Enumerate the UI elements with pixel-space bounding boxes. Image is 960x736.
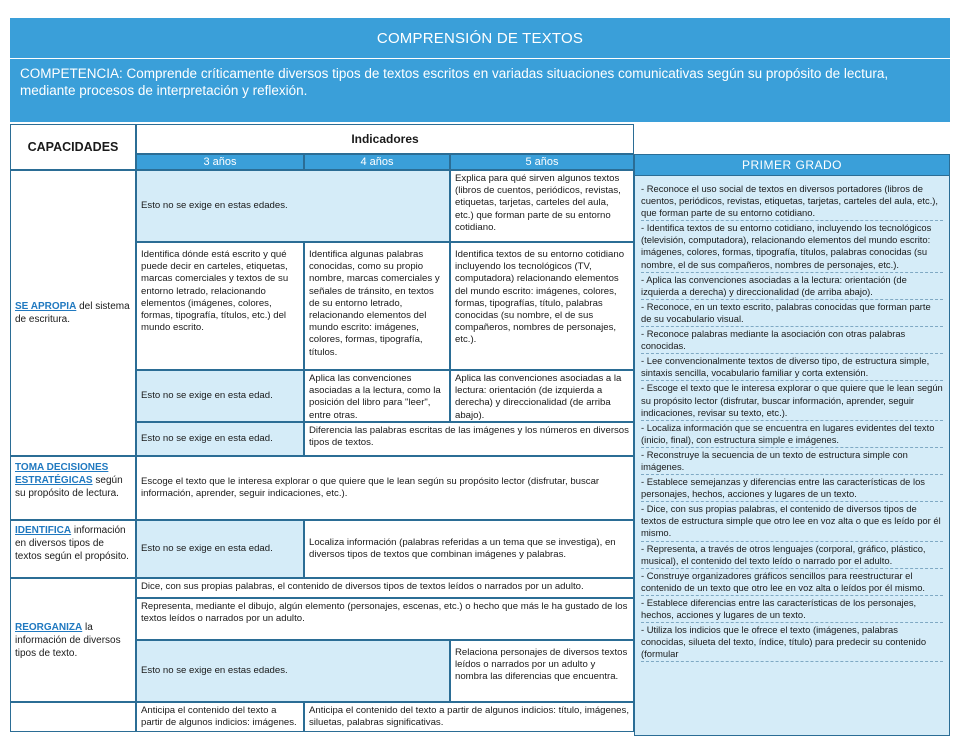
primer-grado-item: - Establece semejanzas y diferencias entre las características de los personajes, hechos, acciones y lugares de un texto.	[641, 475, 943, 502]
primer-grado-item: - Reconoce palabras mediante la asociación con otras palabras conocidas.	[641, 327, 943, 354]
indicator-cell: Esto no se exige en esta edad.	[136, 370, 304, 422]
indicator-cell: Escoge el texto que le interesa explorar o que quiere que le lean según su propósito lector (disfrutar, buscar información, aprender, seguir indicaciones, etc.).	[136, 456, 634, 520]
primer-grado-item: - Lee convencionalmente textos de diverso tipo, de estructura simple, sintaxis sencilla, vocabulario familiar y corta extensión.	[641, 354, 943, 381]
primer-grado-header: PRIMER GRADO	[634, 154, 950, 176]
indicator-cell: Representa, mediante el dibujo, algún elemento (personajes, escenas, etc.) o hecho que más le ha gustado de los textos leídos o narrados por un adulto.	[136, 598, 634, 640]
primer-grado-item: - Dice, con sus propias palabras, el contenido de diversos tipos de textos de estructura simple que otro lee en voz alta o que es leído por él mismo.	[641, 502, 943, 541]
capacidad-next	[10, 702, 136, 732]
competency-table	[10, 124, 950, 729]
age-3-header: 3 años	[136, 154, 304, 170]
age-4-header: 4 años	[304, 154, 450, 170]
capacidad-text: la información de diversos tipos de texto.	[15, 621, 121, 659]
capacidad-key: REORGANIZA	[15, 621, 83, 633]
primer-grado-item: - Establece diferencias entre las características de los personajes, hechos, acciones y lugares de un texto.	[641, 596, 943, 623]
indicator-cell: Explica para qué sirven algunos textos (libros de cuentos, periódicos, revistas, etiquetas, tarjetas, carteles del aula, etc.) que forman parte de su entorno cotidiano.	[450, 170, 634, 242]
competencia-text: Comprende críticamente diversos tipos de textos escritos en variadas situaciones comunicativas según su propósito de lectura, mediante procesos de interpretación y reflexión.	[20, 66, 889, 98]
document-page	[10, 18, 950, 729]
primer-grado-item: - Utiliza los indicios que le ofrece el texto (imágenes, palabras conocidas, silueta del texto, índice, título) para predecir su contenido (formular	[641, 623, 943, 662]
age-5-header: 5 años	[450, 154, 634, 170]
capacidad-key: IDENTIFICA	[15, 525, 72, 536]
primer-grado-item: - Representa, a través de otros lenguajes (corporal, gráfico, plástico, musical), el contenido del texto leído o narrado por el adulto.	[641, 542, 943, 569]
indicator-cell: Localiza información (palabras referidas a un tema que se investiga), en diversos tipos de textos que combinan imágenes y palabras.	[304, 520, 634, 578]
primer-grado-item: - Reconoce el uso social de textos en diversos portadores (libros de cuentos, periódicos, revistas, etiquetas, tarjetas, carteles del aula, etc.), que forman parte de su entorno cotidiano.	[641, 182, 943, 221]
indicator-cell: Esto no se exige en estas edades.	[136, 170, 450, 242]
primer-grado-item: - Reconoce, en un texto escrito, palabras conocidas que forman parte de su vocabulario visual.	[641, 300, 943, 327]
competencia-block	[10, 58, 950, 122]
primer-grado-item: - Identifica textos de su entorno cotidiano, incluyendo los tecnológicos (televisión, computadora), relacionando elementos del mundo escrito: imágenes, colores, formas, tipografía, títulos, palabras conocidas (su nombre, el de sus compañeros, nombres de personajes, etc.).	[641, 221, 943, 272]
capacidad-text: según su propósito de lectura.	[15, 475, 123, 499]
indicator-cell: Identifica textos de su entorno cotidiano incluyendo los tecnológicos (TV, computadora) relacionando elementos del mundo escrito: imágenes, colores, formas, tipografías, título, palabras conocidas (su nombre, el de sus compañeros, nombres de personajes, etc.).	[450, 242, 634, 370]
capacidad-text: información en diversos tipos de textos según el propósito.	[15, 525, 129, 562]
page-title: COMPRENSIÓN DE TEXTOS	[10, 18, 950, 58]
primer-grado-item: - Escoge el texto que le interesa explorar o que quiere que le lean según su propósito lector (disfrutar, buscar información, aprender, seguir indicaciones, revisar su texto, etc.).	[641, 381, 943, 420]
indicator-cell: Anticipa el contenido del texto a partir de algunos indicios: imágenes.	[136, 702, 304, 732]
capacidad-text: del sistema de escritura.	[15, 301, 130, 325]
capacidad-key: SE APROPIA	[15, 301, 77, 312]
indicator-cell: Identifica algunas palabras conocidas, como su propio nombre, marcas comerciales y señales de tránsito, en textos de su entorno letrado, relacionando elementos del mundo escrito: imágenes, colores, formas, tipografía, títulos.	[304, 242, 450, 370]
primer-grado-panel	[634, 176, 950, 736]
capacidad-reorganiza	[10, 578, 136, 702]
capacidad-se-apropia	[10, 170, 136, 456]
capacidad-toma-decisiones	[10, 456, 136, 520]
indicator-cell: Relaciona personajes de diversos textos leídos o narrados por un adulto y nombra las diferencias que encuentra.	[450, 640, 634, 702]
indicator-cell: Esto no se exige en esta edad.	[136, 422, 304, 456]
primer-grado-item: - Aplica las convenciones asociadas a la lectura: orientación (de izquierda a derecha) y direccionalidad (de arriba abajo).	[641, 273, 943, 300]
indicator-cell: Esto no se exige en esta edad.	[136, 520, 304, 578]
indicator-cell: Aplica las convenciones asociadas a la lectura, como la posición del libro para "leer", entre otras.	[304, 370, 450, 422]
competencia-label: COMPETENCIA:	[20, 66, 123, 81]
indicator-cell: Aplica las convenciones asociadas a la lectura: orientación (de izquierda a derecha) y direccionalidad (de arriba abajo).	[450, 370, 634, 422]
primer-grado-item: - Construye organizadores gráficos sencillos para reestructurar el contenido de un texto que otro lee en voz alta o leídos por él mismo.	[641, 569, 943, 596]
primer-grado-item: - Reconstruye la secuencia de un texto de estructura simple con imágenes.	[641, 448, 943, 475]
indicator-cell: Dice, con sus propias palabras, el contenido de diversos tipos de textos leídos o narrados por un adulto.	[136, 578, 634, 598]
primer-grado-item: - Localiza información que se encuentra en lugares evidentes del texto (inicio, final), con estructura simple e imágenes.	[641, 421, 943, 448]
capacidades-header: CAPACIDADES	[10, 124, 136, 170]
indicator-cell: Diferencia las palabras escritas de las imágenes y los números en diversos tipos de textos.	[304, 422, 634, 456]
indicator-cell: Esto no se exige en estas edades.	[136, 640, 450, 702]
capacidad-key: TOMA DECISIONES ESTRATÉGICAS	[15, 462, 109, 486]
indicator-cell: Identifica dónde está escrito y qué puede decir en carteles, etiquetas, marcas comerciales y textos de su entorno letrado, relacionando elementos (imágenes, colores, formas, tipografía, títulos, etc.) del mundo escrito.	[136, 242, 304, 370]
capacidad-identifica	[10, 520, 136, 578]
indicator-cell: Anticipa el contenido del texto a partir de algunos indicios: título, imágenes, siluetas, palabras significativas.	[304, 702, 634, 732]
indicadores-header: Indicadores	[136, 124, 634, 154]
